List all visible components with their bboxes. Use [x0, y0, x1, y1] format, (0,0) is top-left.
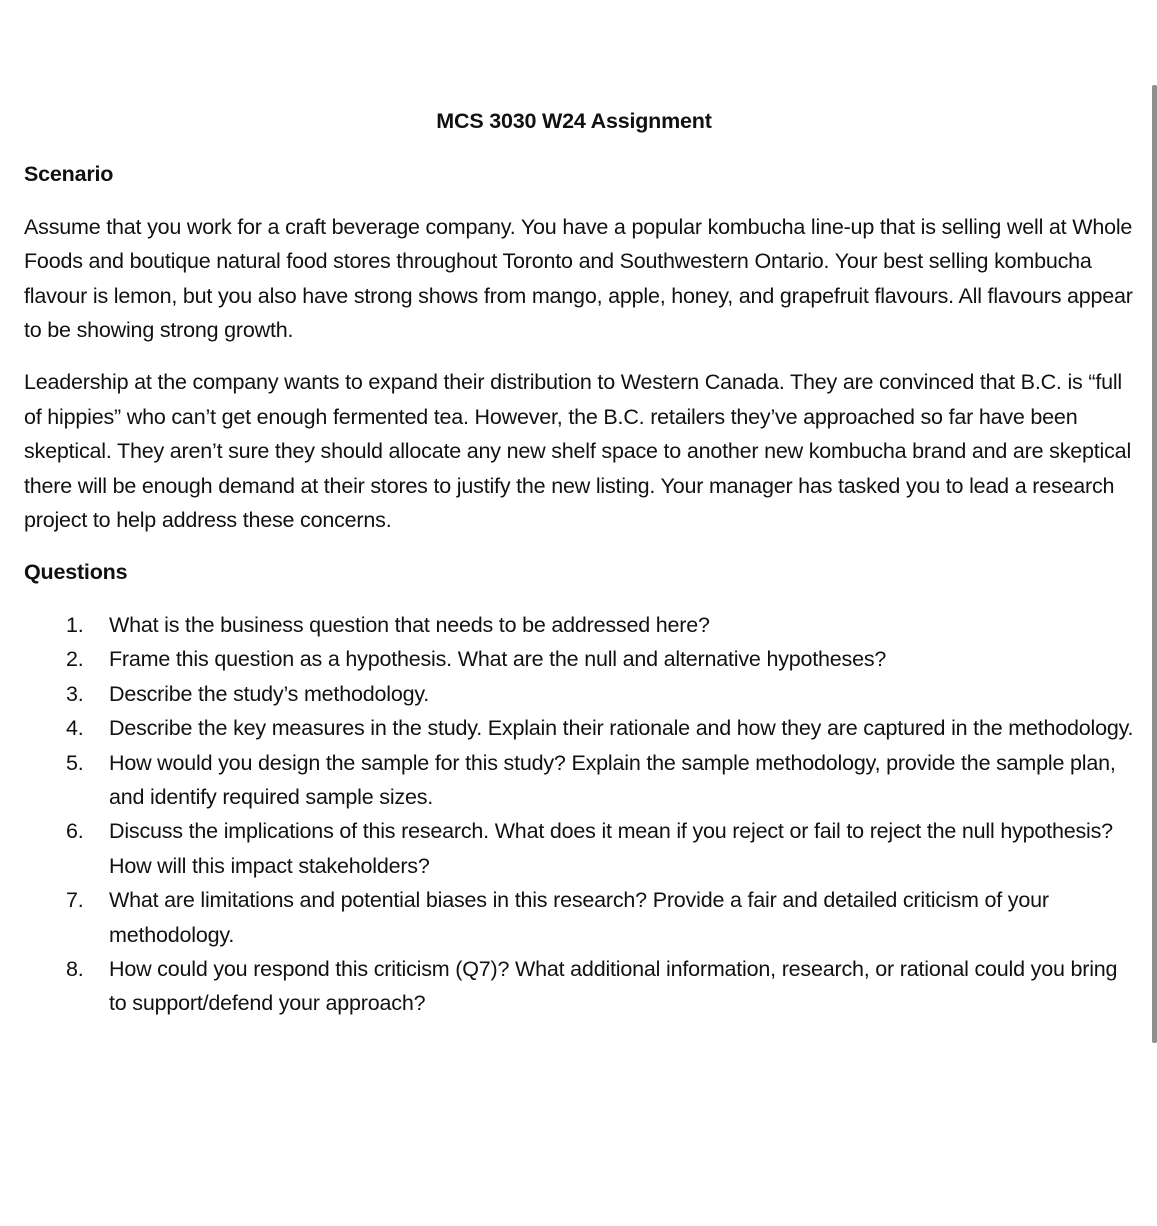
- question-number: 6.: [66, 819, 84, 844]
- questions-list: [24, 608, 1134, 1021]
- question-number: 4.: [66, 716, 84, 741]
- question-number: 1.: [66, 612, 84, 637]
- question-item: [24, 883, 1134, 952]
- questions-heading: Questions: [24, 560, 128, 585]
- scenario-paragraph: Leadership at the company wants to expand their distribution to Western Canada. They are convinced that B.C. is “full of hippies” who can’t get enough fermented tea. However, the B.C. retailers they’ve approached so far have been skeptical. They aren’t sure they should allocate any new shelf space to another new kombucha brand and are skeptical there will be enough demand at their stores to justify the new listing. Your manager has tasked you to lead a research project to help address these concerns.: [24, 370, 1132, 533]
- question-text: What are limitations and potential biases in this research? Provide a fair and detailed criticism of your methodology.: [109, 888, 1049, 947]
- question-number: 3.: [66, 681, 84, 706]
- question-number: 2.: [66, 647, 84, 672]
- question-text: Discuss the implications of this research. What does it mean if you reject or fail to reject the null hypothesis? How will this impact stakeholders?: [109, 819, 1113, 878]
- document-body: [24, 104, 1134, 1021]
- question-text: How would you design the sample for this study? Explain the sample methodology, provide the sample plan, and identify required sample sizes.: [109, 750, 1116, 809]
- scenario-paragraph: Assume that you work for a craft beverage company. You have a popular kombucha line-up that is selling well at Whole Foods and boutique natural food stores throughout Toronto and Southwestern Ontario. Your best selling kombucha flavour is lemon, but you also have strong shows from mango, apple, honey, and grapefruit flavours. All flavours appear to be showing strong growth.: [24, 214, 1133, 343]
- scenario-heading: Scenario: [24, 162, 114, 187]
- question-item: [24, 677, 1134, 711]
- vertical-scrollbar[interactable]: [1152, 85, 1157, 1043]
- question-item: [24, 642, 1134, 676]
- question-item: [24, 952, 1134, 1021]
- document-title: MCS 3030 W24 Assignment: [436, 109, 712, 133]
- question-text: Frame this question as a hypothesis. What are the null and alternative hypotheses?: [109, 647, 887, 672]
- question-number: 7.: [66, 888, 84, 913]
- question-text: How could you respond this criticism (Q7)? What additional information, research, or rational could you bring to support/defend your approach?: [109, 956, 1118, 1016]
- question-text: What is the business question that needs to be addressed here?: [109, 612, 710, 637]
- question-item: [24, 711, 1134, 745]
- question-item: [24, 608, 1134, 642]
- question-item: [24, 814, 1134, 883]
- question-number: 5.: [66, 750, 84, 775]
- question-number: 8.: [66, 956, 84, 981]
- question-text: Describe the study’s methodology.: [109, 681, 430, 706]
- question-text: Describe the key measures in the study. Explain their rationale and how they are captured in the methodology.: [109, 716, 1134, 741]
- question-item: [24, 746, 1134, 815]
